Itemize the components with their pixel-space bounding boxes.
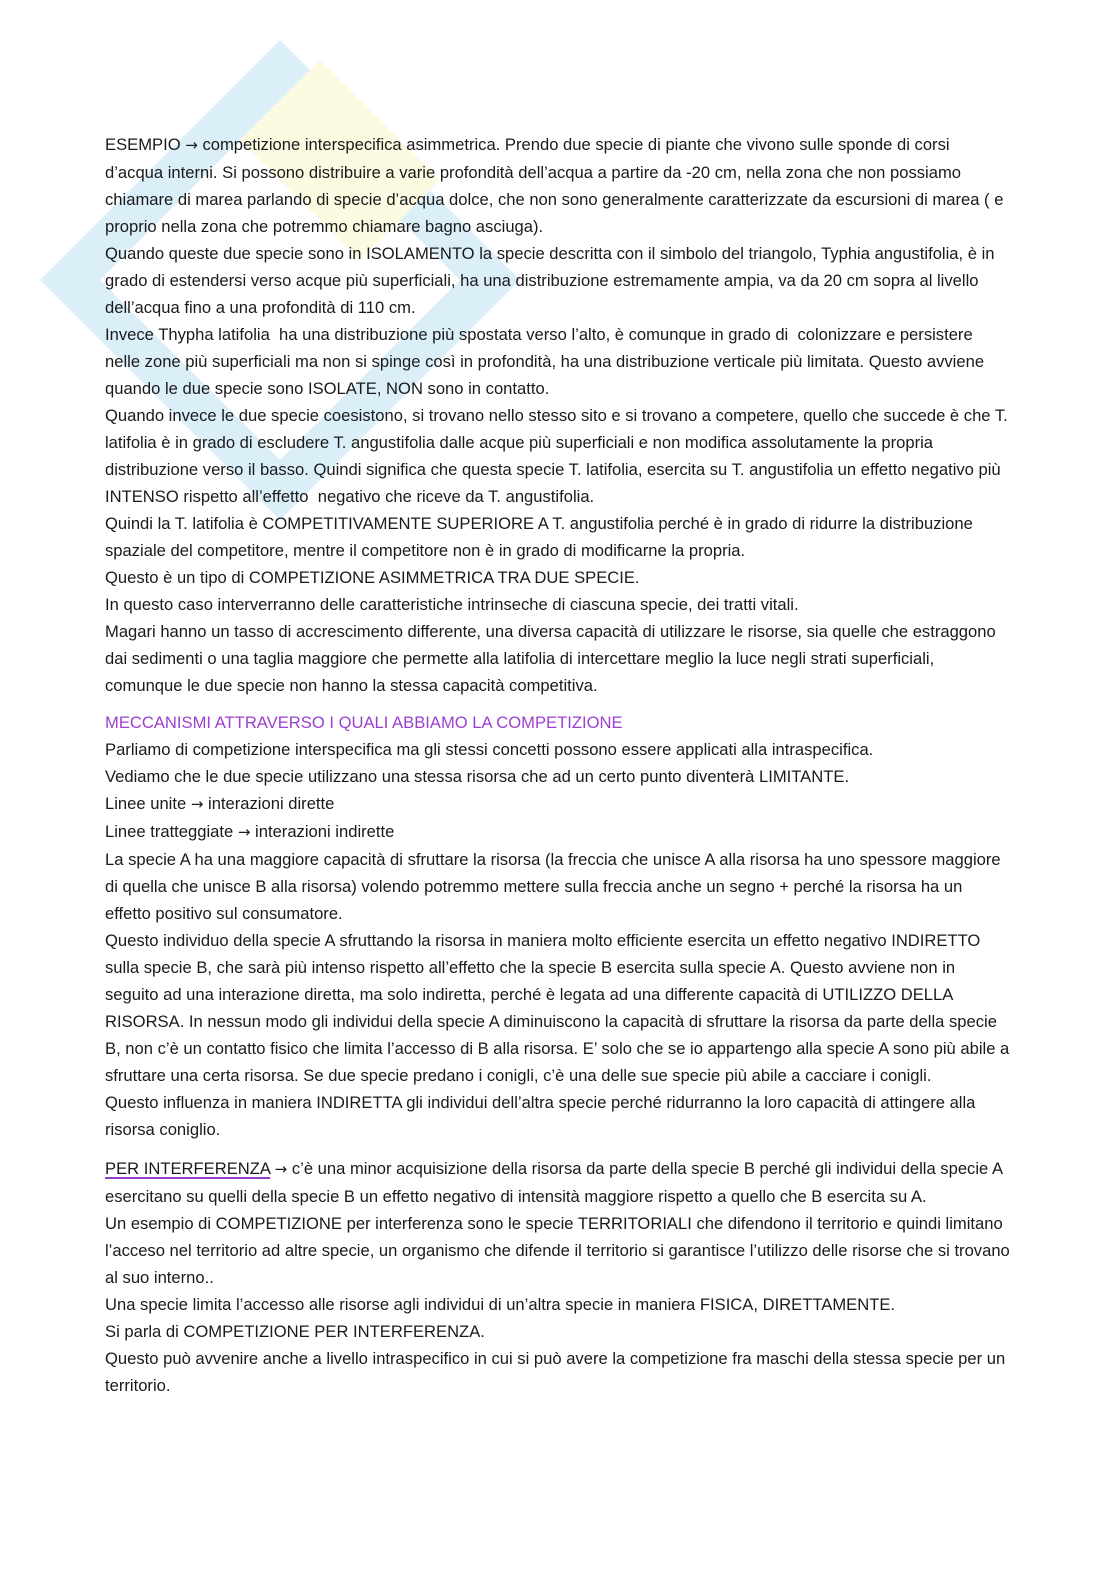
interferenza-term: PER INTERFERENZA xyxy=(105,1159,271,1178)
paragraph: La specie A ha una maggiore capacità di sfruttare la risorsa (la freccia che unisce A alla risorsa ha uno spessore maggiore di quella che unisce B alla risorsa) volendo potremmo mettere sulla freccia anche un segno + perché la risorsa ha un effetto positivo sul consumatore. xyxy=(105,850,1006,923)
list-line-tratteggiate: Linee tratteggiate → interazioni indirette xyxy=(105,822,395,841)
paragraph: Invece Thypha latifolia ha una distribuzione più spostata verso l’alto, è comunque in grado di colonizzare e persistere nelle zone più superficiali ma non si spinge così in profondità, ha una distribuzione verticale più limitata. Questo avviene quando le due specie sono ISOLATE, NON sono in contatto. xyxy=(105,325,989,398)
section-heading: MECCANISMI ATTRAVERSO I QUALI ABBIAMO LA COMPETIZIONE xyxy=(105,713,623,732)
arrow-icon: → xyxy=(185,136,198,154)
paragraph: In questo caso interverranno delle caratteristiche intrinseche di ciascuna specie, dei tratti vitali. xyxy=(105,595,799,614)
list-line-unite: Linee unite → interazioni dirette xyxy=(105,794,335,813)
paragraph: Parliamo di competizione interspecifica ma gli stessi concetti possono essere applicati alla intraspecifica. xyxy=(105,740,874,759)
arrow-icon: → xyxy=(237,823,251,841)
paragraph: Questo può avvenire anche a livello intraspecifico in cui si può avere la competizione fra maschi della stessa specie per un territorio. xyxy=(105,1349,1010,1395)
paragraph: Quindi la T. latifolia è COMPETITIVAMENTE SUPERIORE A T. angustifolia perché è in grado di ridurre la distribuzione spaziale del competitore, mentre il competitore non è in grado di modificarne la propria. xyxy=(105,514,978,560)
paragraph: Una specie limita l’accesso alle risorse agli individui di un’altra specie in maniera FISICA, DIRETTAMENTE. xyxy=(105,1295,896,1314)
paragraph-interferenza: PER INTERFERENZA → c’è una minor acquisizione della risorsa da parte della specie B perché gli individui della specie A esercitano su quelli della specie B un effetto negativo di intensità maggiore rispetto a quello che B esercita su A. xyxy=(105,1159,1007,1206)
paragraph: Vediamo che le due specie utilizzano una stessa risorsa che ad un certo punto diventerà LIMITANTE. xyxy=(105,767,850,786)
paragraph: Quando invece le due specie coesistono, si trovano nello stesso sito e si trovano a competere, quello che succede è che T. latifolia è in grado di escludere T. angustifolia dalle acque più superficiali e non modifica assolutamente la propria distribuzione verso il basso. Quindi significa che questa specie T. latifolia, esercita su T. angustifolia un effetto negativo più INTENSO rispetto all’effetto negativo che riceve da T. angustifolia. xyxy=(105,406,1013,506)
paragraph: Magari hanno un tasso di accrescimento differente, una diversa capacità di utilizzare le risorse, sia quelle che estraggono dai sedimenti o una taglia maggiore che permette alla latifolia di intercettare meglio la luce negli strati superficiali, comunque le due specie non hanno la stessa capacità competitiva. xyxy=(105,622,1001,695)
paragraph: Questo influenza in maniera INDIRETTA gli individui dell’altra specie perché ridurranno la loro capacità di attingere alla risorsa coniglio. xyxy=(105,1093,981,1139)
paragraph: Questo individuo della specie A sfruttando la risorsa in maniera molto efficiente esercita un effetto negativo INDIRETTO sulla specie B, che sarà più intenso rispetto all’effetto che la specie B esercita sulla specie A. Questo avviene non in seguito ad una interazione diretta, ma solo indiretta, perché è legata ad una differente capacità di UTILIZZO DELLA RISORSA. In nessun modo gli individui della specie A diminuiscono la capacità di sfruttare la risorsa da parte della specie B, non c’è un contatto fisico che limita l’accesso di B alla risorsa. E’ solo che se io appartengo alla specie A sono più abile a sfruttare una certa risorsa. Se due specie predano i conigli, c’è una delle sue specie più abile a cacciare i conigli. xyxy=(105,931,1014,1085)
arrow-icon: → xyxy=(190,795,204,813)
paragraph-esempio: ESEMPIO → competizione interspecifica asimmetrica. Prendo due specie di piante che vivono sulle sponde di corsi d’acqua interni. Si possono distribuire a varie profondità dell’acqua a partire da -20 cm, nella zona che non possiamo chiamare di marea parlando di specie d’acqua dolce, che non sono generalmente caratterizzate da escursioni di marea ( e proprio nella zona che potremmo chiamare bagno asciuga). xyxy=(105,135,1009,236)
paragraph: Un esempio di COMPETIZIONE per interferenza sono le specie TERRITORIALI che difendono il territorio e quindi limitano l’acceso nel territorio ad altre specie, un organismo che difende il territorio si garantisce l’utilizzo delle risorse che si trovano al suo interno.. xyxy=(105,1214,1015,1287)
paragraph: Quando queste due specie sono in ISOLAMENTO la specie descritta con il simbolo del triangolo, Typhia angustifolia, è in grado di estendersi verso acque più superficiali, ha una distribuzione estremamente ampia, va da 20 cm sopra al livello dell’acqua fino a una profondità di 110 cm. xyxy=(105,244,1000,317)
arrow-icon: → xyxy=(274,1160,288,1178)
paragraph: Si parla di COMPETIZIONE PER INTERFERENZA. xyxy=(105,1322,485,1341)
paragraph: Questo è un tipo di COMPETIZIONE ASIMMETRICA TRA DUE SPECIE. xyxy=(105,568,640,587)
document-page xyxy=(105,131,1015,1399)
